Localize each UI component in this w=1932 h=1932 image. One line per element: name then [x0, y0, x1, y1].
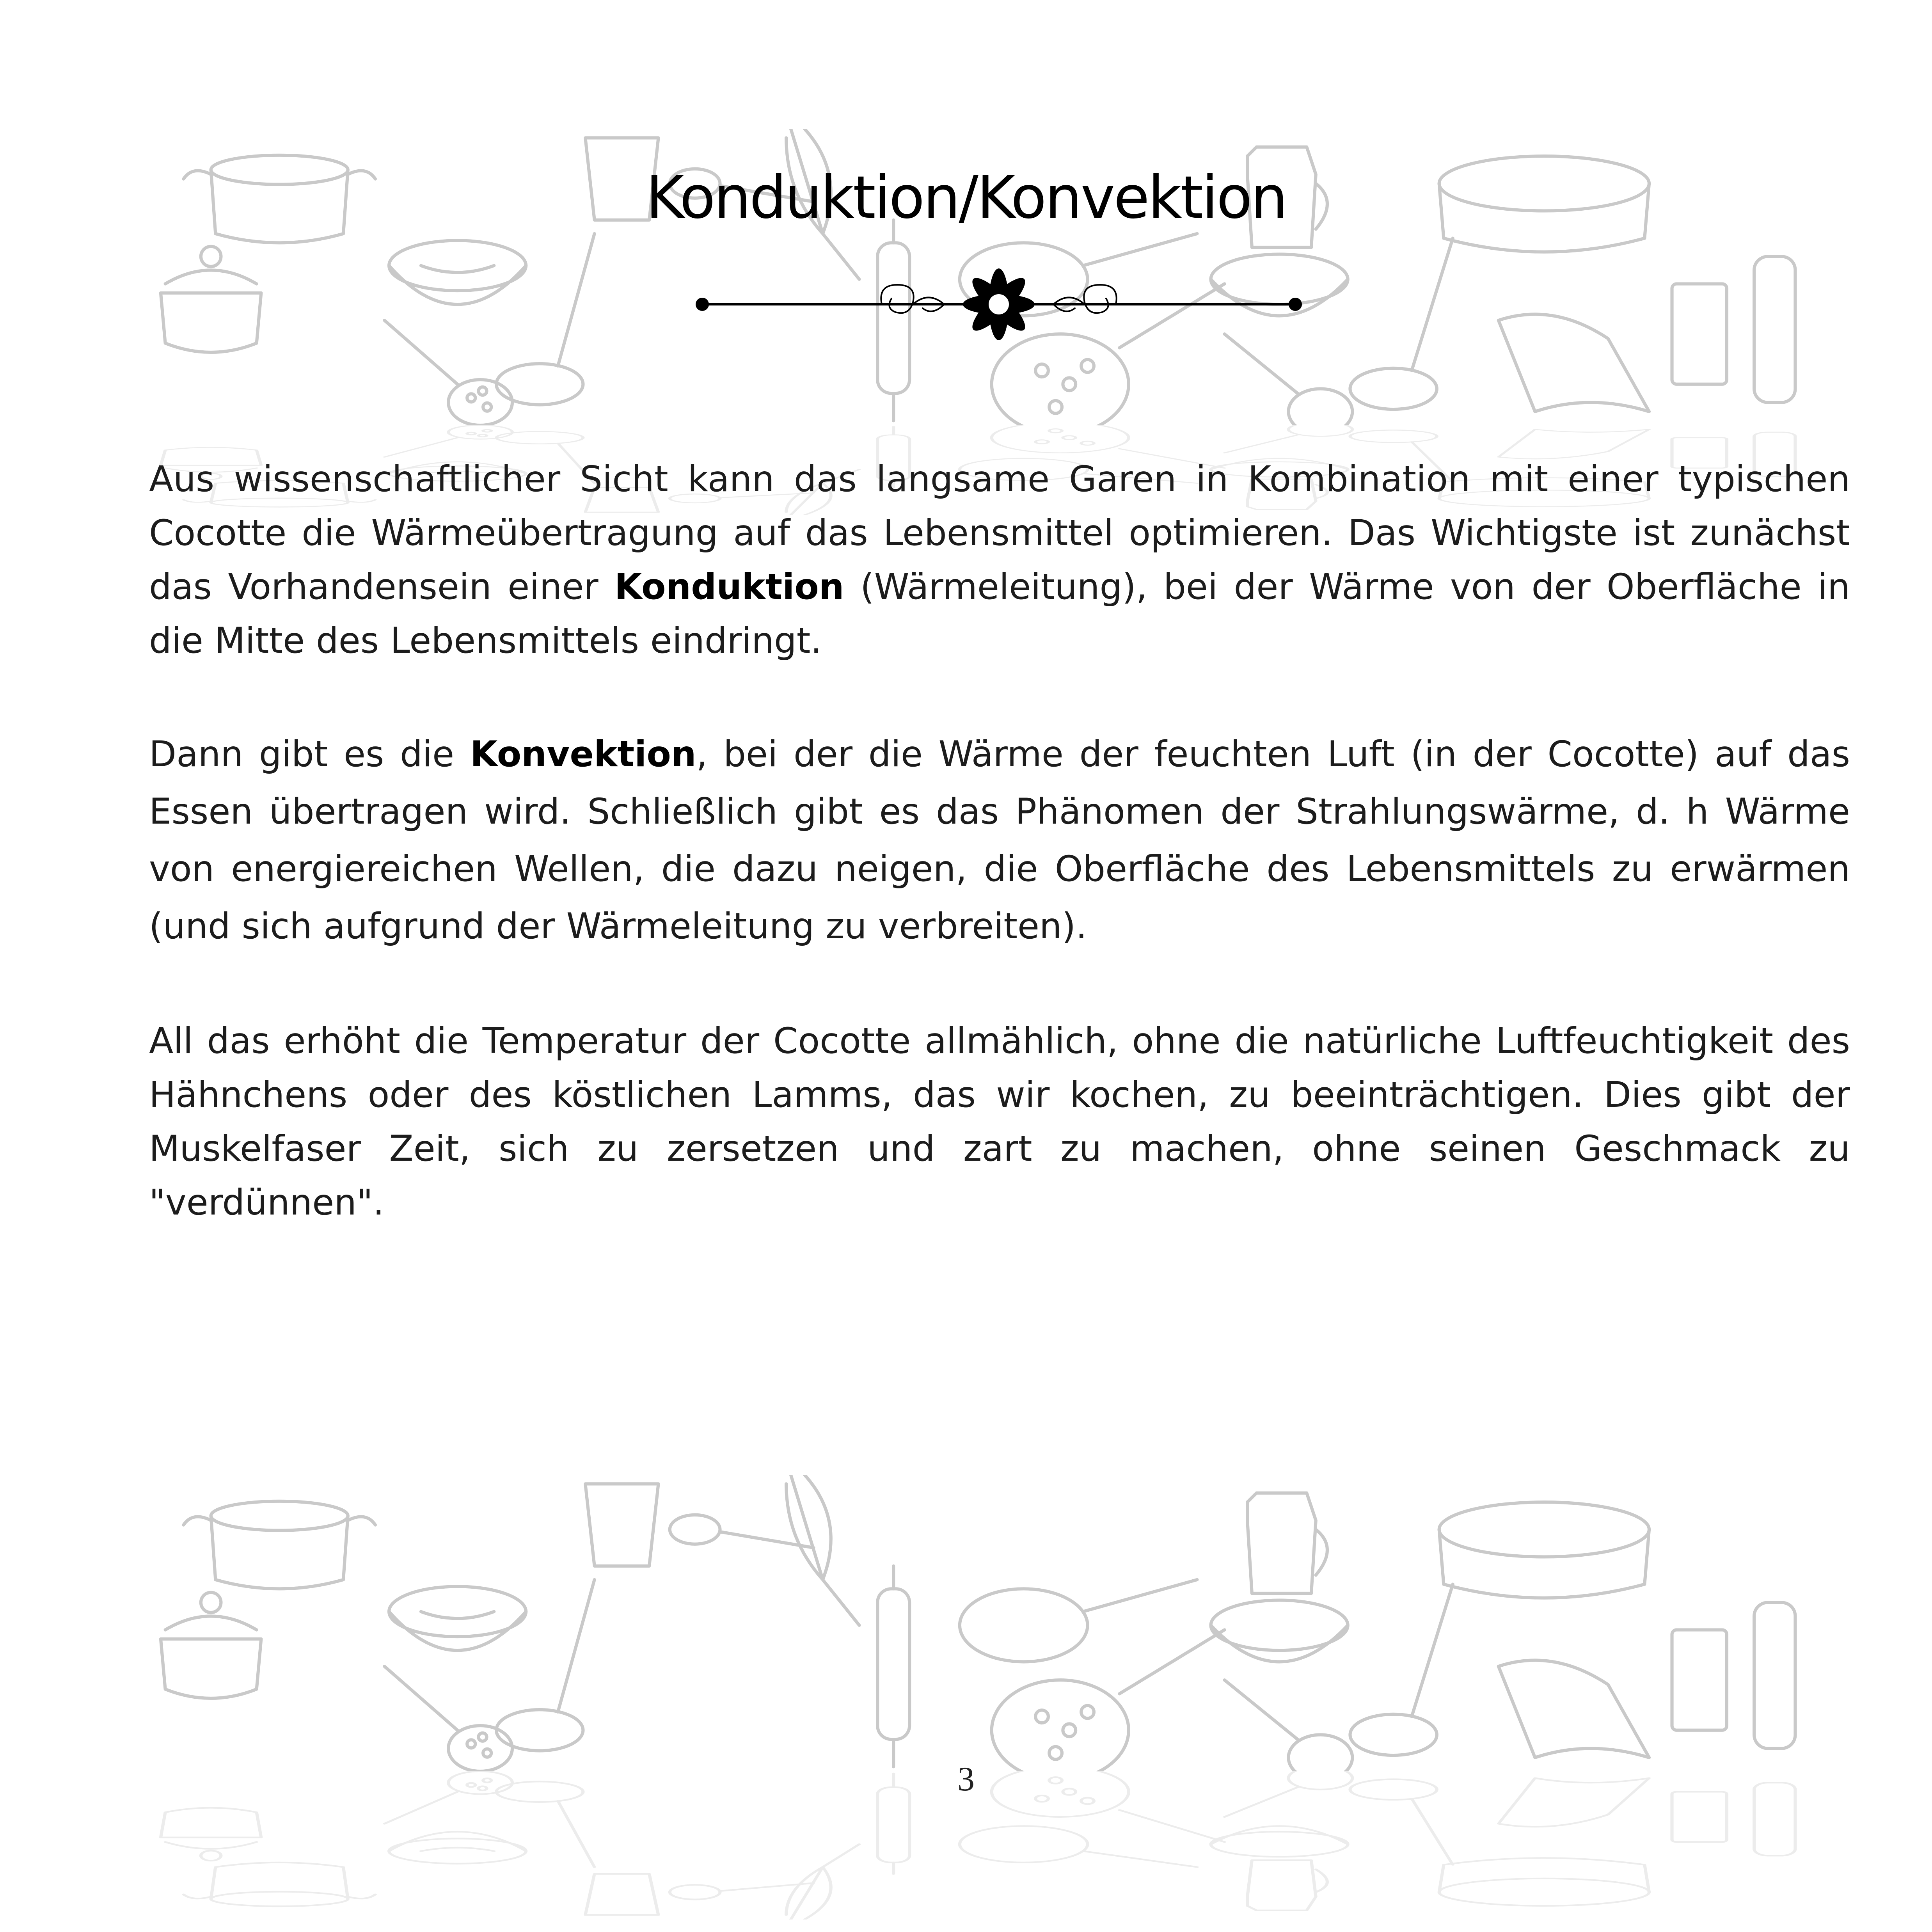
- kitchen-illustration-bottom: [129, 1475, 1818, 1771]
- paragraph-convection: Dann gibt es die Konvektion, bei der die Wärme der feuchten Luft (in der Cocotte) auf das Essen übertragen wird. Schließlich gibt es das Phänomen der Strahlungswärme, d. h Wärme von energiereichen Wellen, die dazu neigen, die Oberfläche des Lebensmittels zu erwärmen (und sich aufgrund der Wärmeleitung zu verbreiten).: [149, 734, 1850, 947]
- ornamental-flower-divider-icon: [694, 254, 1303, 363]
- page-title: Konduktion/Konvektion: [646, 164, 1286, 232]
- page-number: 3: [957, 1760, 975, 1798]
- term-konvektion: Konvektion: [470, 734, 696, 775]
- paragraph-conduction: Aus wissenschaftlicher Sicht kann das langsame Garen in Kombination mit einer typischen Cocotte die Wärmeübertragung auf das Lebensmittel optimieren. Das Wichtigste ist zunächst das Vorhandensein einer Konduktion (Wärmeleitung), bei der Wärme von der Oberfläche in die Mitte des Lebensmittels eindringt.: [149, 459, 1850, 661]
- term-konduktion: Konduktion: [614, 566, 844, 607]
- paragraph-summary: All das erhöht die Temperatur der Cocotte allmählich, ohne die natürliche Luftfeuchtigkeit des Hähnchens oder des köstlichen Lamms, das wir kochen, zu beeinträchtigen. Dies gibt der Muskelfaser Zeit, sich zu zersetzen und zart zu machen, ohne seinen Geschmack zu "verdünnen".: [149, 1021, 1850, 1223]
